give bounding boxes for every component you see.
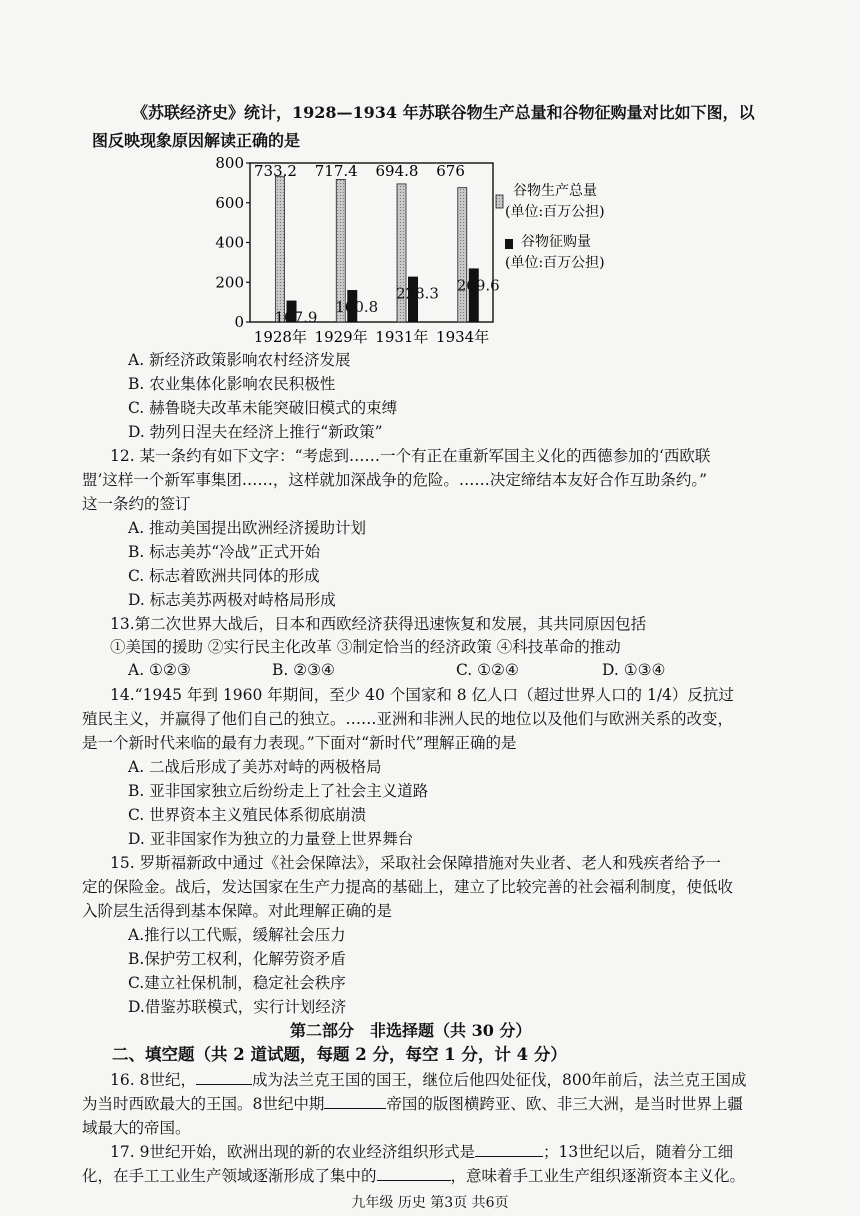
q14-stem-line3: 是一个新时代来临的最有力表现。”下面对“新时代”理解正确的是 xyxy=(82,734,517,752)
q16-line3: 域最大的帝国。 xyxy=(82,1119,191,1137)
q14-option-b: B. 亚非国家独立后纷纷走上了社会主义道路 xyxy=(128,782,429,800)
y-tick-label: 400 xyxy=(215,233,244,252)
q11-option-a: A. 新经济政策影响农村经济发展 xyxy=(128,351,351,369)
q17-line2-text-a: 化，在手工工业生产领域逐渐形成了集中的 xyxy=(82,1167,377,1185)
q16-line2-text-b: 帝国的版图横跨亚、欧、非三大洲，是当时世界上疆 xyxy=(386,1095,743,1113)
value-label-production-0: 733.2 xyxy=(254,162,297,180)
legend-production-line1: 谷物生产总量 xyxy=(513,183,597,199)
q17-line2-text-b: ，意味着手工业生产组织逐渐资本主义化。 xyxy=(450,1167,746,1185)
q14-stem-line2: 殖民主义，并赢得了他们自己的独立。……亚洲和非洲人民的地位以及他们与欧洲关系的改变， xyxy=(82,710,734,728)
q15-option-d: D.借鉴苏联模式，实行计划经济 xyxy=(128,998,347,1016)
q17-line1-text-a: 17. 9世纪开始，欧洲出现的新的农业经济组织形式是 xyxy=(110,1143,475,1161)
q12-option-a: A. 推动美国提出欧洲经济援助计划 xyxy=(128,519,367,537)
q12-option-b: B. 标志美苏“冷战”正式开始 xyxy=(128,543,321,561)
x-tick-label-1: 1929年 xyxy=(314,328,368,346)
q17-blank-2[interactable] xyxy=(377,1166,451,1181)
q14-option-c: C. 世界资本主义殖民体系彻底崩溃 xyxy=(128,806,367,824)
value-label-purchase-1: 160.8 xyxy=(335,298,379,317)
q16-line1-text-b: 成为法兰克王国的国王，继位后他四处征伐，800年前后，法兰克王国成 xyxy=(251,1071,747,1089)
q15-option-b: B.保护劳工权利，化解劳资矛盾 xyxy=(128,950,346,968)
q12-option-d: D. 标志美苏两极对峙格局形成 xyxy=(128,591,336,609)
q11-option-c: C. 赫鲁晓夫改革未能突破旧模式的束缚 xyxy=(128,399,398,417)
bar-production-3 xyxy=(458,188,467,322)
page-footer: 九年级 历史 第3页 共6页 xyxy=(351,1195,509,1211)
q16-line2-text-a: 为当时西欧最大的王国。8世纪中期 xyxy=(82,1095,325,1113)
q13-option-a: A. ①②③ xyxy=(128,661,191,679)
q16-blank-1[interactable] xyxy=(196,1070,252,1085)
q12-stem-line2: 盟’这样一个新军事集团……，这样就加深战争的危险。……决定缔结本友好合作互助条约。” xyxy=(82,471,708,489)
question-11-stem-line2: 图反映现象原因解读正确的是 xyxy=(92,131,301,150)
q15-stem-line1: 15. 罗斯福新政中通过《社会保障法》，采取社会保障措施对失业者、老人和残疾者给予一 xyxy=(110,854,721,872)
x-tick-label-3: 1934年 xyxy=(436,328,490,346)
q11-option-d: D. 勃列日涅夫在经济上推行“新政策” xyxy=(128,423,383,441)
bar-production-0 xyxy=(276,176,285,322)
x-tick-label-2: 1931年 xyxy=(375,328,429,346)
q17-line1 xyxy=(110,1142,733,1162)
value-label-purchase-2: 228.3 xyxy=(396,284,439,303)
q17-blank-1[interactable] xyxy=(475,1142,543,1157)
q12-option-c: C. 标志着欧洲共同体的形成 xyxy=(128,567,320,585)
legend-production-line2: (单位:百万公担) xyxy=(505,204,605,220)
q14-stem-line1: 14.“1945 年到 1960 年期间，至少 40 个国家和 8 亿人口（超过世界人口的 1/4）反抗过 xyxy=(110,686,734,704)
value-label-production-2: 694.8 xyxy=(375,162,419,180)
legend-purchase-line2: (单位:百万公担) xyxy=(505,255,605,271)
value-label-production-1: 717.4 xyxy=(314,162,358,180)
section-2-subtitle: 二、填空题（共 2 道试题，每题 2 分，每空 1 分，计 4 分） xyxy=(112,1045,567,1064)
q14-option-d: D. 亚非国家作为独立的力量登上世界舞台 xyxy=(128,830,414,848)
value-label-production-3: 676 xyxy=(436,162,465,180)
grain-bar-chart xyxy=(205,150,645,350)
y-tick-label: 0 xyxy=(234,313,244,331)
q13-stem-line1: 13.第二次世界大战后，日本和西欧经济获得迅速恢复和发展，其共同原因包括 xyxy=(110,615,647,633)
q13-option-d: D. ①③④ xyxy=(602,661,666,679)
legend-swatch-production xyxy=(496,195,503,208)
y-tick-label: 200 xyxy=(215,273,244,292)
legend-swatch-purchase xyxy=(505,239,513,249)
q14-option-a: A. 二战后形成了美苏对峙的两极格局 xyxy=(128,758,382,776)
q13-stem-line2: ①美国的援助 ②实行民主化改革 ③制定恰当的经济政策 ④科技革命的推动 xyxy=(110,638,621,656)
q16-line1-text-a: 16. 8世纪， xyxy=(110,1071,196,1089)
q15-option-a: A.推行以工代赈，缓解社会压力 xyxy=(128,926,346,944)
q15-stem-line2: 定的保险金。战后，发达国家在生产力提高的基础上，建立了比较完善的社会福利制度，使低收 xyxy=(82,878,734,896)
question-11-stem-line1: 《苏联经济史》统计，1928—1934 年苏联谷物生产总量和谷物征购量对比如下图，以 xyxy=(132,103,755,122)
q15-option-c: C.建立社保机制，稳定社会秩序 xyxy=(128,974,346,992)
y-tick-label: 600 xyxy=(215,193,244,212)
q15-stem-line3: 入阶层生活得到基本保障。对此理解正确的是 xyxy=(82,902,393,920)
q13-option-c: C. ①②④ xyxy=(456,661,519,679)
q17-line2 xyxy=(82,1166,745,1186)
value-label-purchase-3: 269.6 xyxy=(456,276,500,295)
q16-line1 xyxy=(110,1070,747,1090)
q17-line1-text-b: ；13世纪以后，随着分工细 xyxy=(542,1143,734,1161)
x-tick-label-0: 1928年 xyxy=(253,328,307,346)
q16-line2 xyxy=(82,1094,743,1114)
legend-purchase-line1: 谷物征购量 xyxy=(521,234,591,250)
y-tick-label: 800 xyxy=(215,154,244,172)
q11-option-b: B. 农业集体化影响农民积极性 xyxy=(128,375,336,393)
q12-stem-line1: 12. 某一条约有如下文字：“考虑到……一个有正在重新军国主义化的西德参加的‘西欧联 xyxy=(110,447,711,465)
section-2-title: 第二部分 非选择题（共 30 分） xyxy=(290,1021,532,1040)
value-label-purchase-0: 107.9 xyxy=(274,308,318,327)
q13-option-b: B. ②③④ xyxy=(272,661,335,679)
q12-stem-line3: 这一条约的签订 xyxy=(82,495,191,513)
q16-blank-2[interactable] xyxy=(324,1094,386,1109)
